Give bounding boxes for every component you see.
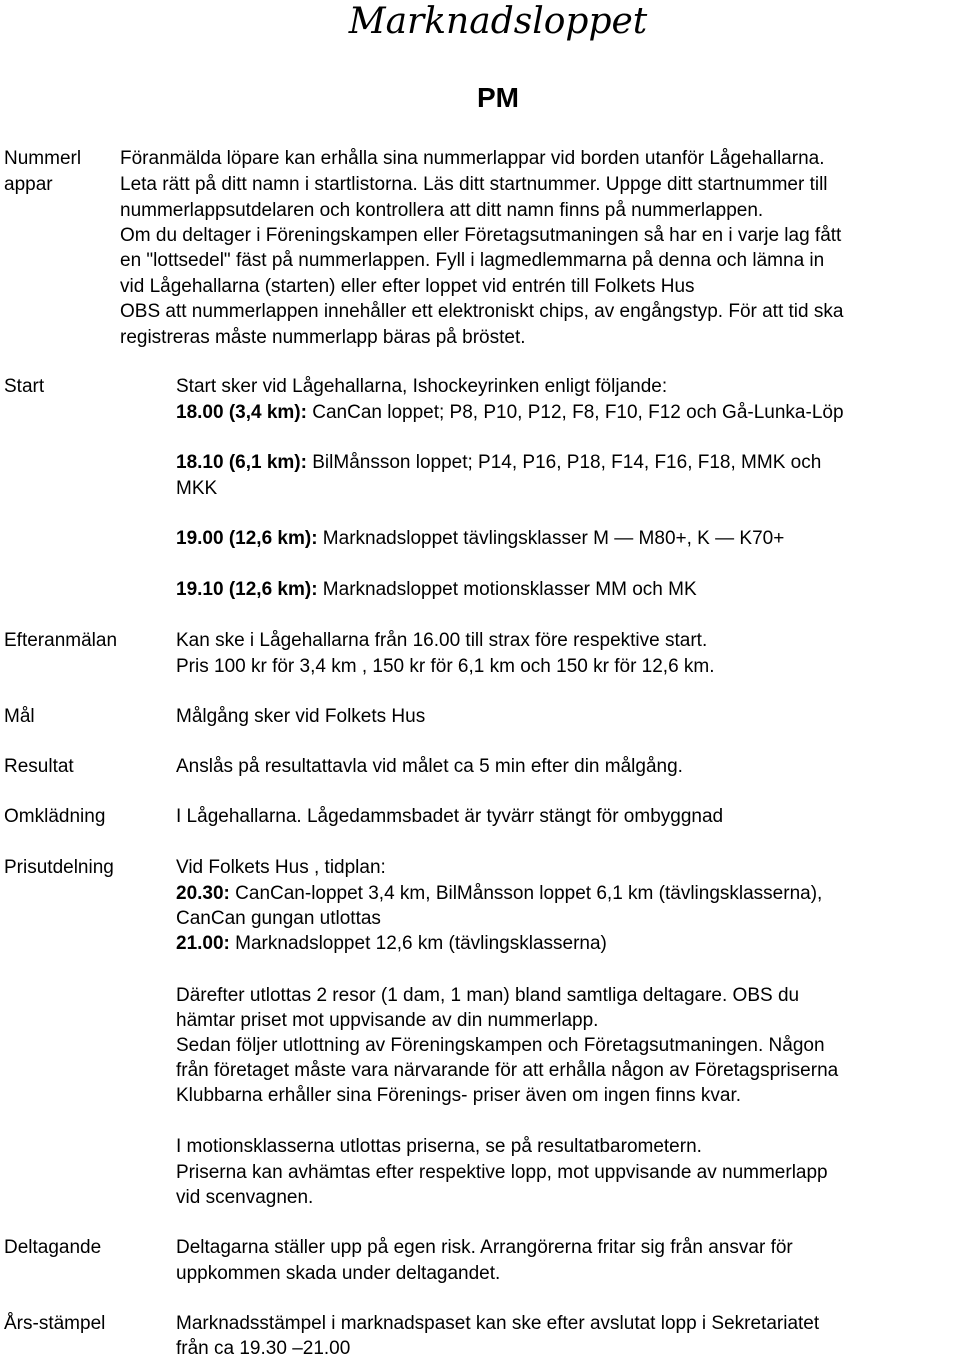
start-intro: Start sker vid Lågehallarna, Ishockeyrinken enligt följande: bbox=[176, 376, 668, 397]
section-label-prisutdelning: Prisutdelning bbox=[4, 857, 114, 878]
start-item-text: Marknadsloppet motionsklasser MM och MK bbox=[317, 579, 697, 600]
omkladning-text: I Lågehallarna. Lågedammsbadet är tyvärr stängt för ombyggnad bbox=[176, 806, 724, 827]
prisutdelning-text-cont: CanCan gungan utlottas bbox=[176, 908, 381, 929]
prisutdelning-para-line: Sedan följer utlottning av Föreningskampen och Företagsutmaningen. Någon bbox=[176, 1035, 825, 1056]
start-item-text: CanCan loppet; P8, P10, P12, F8, F10, F12 och Gå-Lunka-Löp bbox=[306, 402, 844, 423]
start-item bbox=[176, 400, 844, 426]
nummerlappar-line: nummerlappsutdelaren och kontrollera att ditt namn finns på nummerlappen. bbox=[120, 200, 764, 221]
prisutdelning-time: 20.30: bbox=[176, 883, 230, 904]
start-item bbox=[176, 577, 697, 603]
prisutdelning-para-line: Klubbarna erhåller sina Förenings- priser även om ingen finns kvar. bbox=[176, 1085, 742, 1106]
start-item-text: Marknadsloppet tävlingsklasser M — M80+, K — K70+ bbox=[317, 528, 785, 549]
prisutdelning-para-line: vid scenvagnen. bbox=[176, 1187, 314, 1208]
prisutdelning-para-line: Därefter utlottas 2 resor (1 dam, 1 man) bland samtliga deltagare. OBS du bbox=[176, 985, 800, 1006]
section-label-omkladning: Omklädning bbox=[4, 806, 106, 827]
prisutdelning-para-line: hämtar priset mot uppvisande av din nummerlapp. bbox=[176, 1010, 599, 1031]
prisutdelning-time: 21.00: bbox=[176, 933, 230, 954]
section-label-efteranmalan: Efteranmälan bbox=[4, 630, 118, 651]
prisutdelning-item bbox=[176, 881, 822, 907]
nummerlappar-line: Om du deltager i Föreningskampen eller Företagsutmaningen så har en i varje lag fått bbox=[120, 225, 842, 246]
start-item-time: 18.00 (3,4 km): bbox=[176, 402, 307, 423]
nummerlappar-line: registreras måste nummerlapp bäras på bröstet. bbox=[120, 327, 526, 348]
arsstampel-line: Marknadsstämpel i marknadspaset kan ske efter avslutat lopp i Sekretariatet bbox=[176, 1313, 820, 1334]
deltagande-line: uppkommen skada under deltagandet. bbox=[176, 1263, 501, 1284]
section-label-nummerlappar-2: appar bbox=[4, 174, 53, 195]
prisutdelning-para-line: från företaget måste vara närvarande för att erhålla någon av Företagspriserna bbox=[176, 1060, 839, 1081]
prisutdelning-text: Marknadsloppet 12,6 km (tävlingsklasserna) bbox=[229, 933, 607, 954]
nummerlappar-line: en "lottsedel" fäst på nummerlappen. Fyll i lagmedlemmarna på denna och lämna in bbox=[120, 250, 825, 271]
mal-text: Målgång sker vid Folkets Hus bbox=[176, 706, 426, 727]
page-title: Marknadsloppet bbox=[348, 1, 648, 42]
nummerlappar-line: OBS att nummerlappen innehåller ett elektroniskt chips, av engångstyp. För att tid ska bbox=[120, 301, 844, 322]
start-item bbox=[176, 450, 821, 476]
prisutdelning-text: CanCan-loppet 3,4 km, BilMånsson loppet 6,1 km (tävlingsklasserna), bbox=[229, 883, 823, 904]
efteranmalan-line: Pris 100 kr för 3,4 km , 150 kr för 6,1 km och 150 kr för 12,6 km. bbox=[176, 656, 715, 677]
start-item-text: BilMånsson loppet; P14, P16, P18, F14, F16, F18, MMK och bbox=[306, 452, 822, 473]
section-label-resultat: Resultat bbox=[4, 756, 74, 777]
nummerlappar-line: Föranmälda löpare kan erhålla sina nummerlappar vid borden utanför Lågehallarna. bbox=[120, 148, 825, 169]
prisutdelning-para-line: I motionsklasserna utlottas priserna, se på resultatbarometern. bbox=[176, 1136, 702, 1157]
start-item-time: 19.10 (12,6 km): bbox=[176, 579, 318, 600]
start-item-text-cont: MKK bbox=[176, 478, 218, 499]
start-item-time: 19.00 (12,6 km): bbox=[176, 528, 318, 549]
section-label-deltagande: Deltagande bbox=[4, 1237, 102, 1258]
resultat-text: Anslås på resultattavla vid målet ca 5 min efter din målgång. bbox=[176, 756, 683, 777]
deltagande-line: Deltagarna ställer upp på egen risk. Arrangörerna fritar sig från ansvar för bbox=[176, 1237, 793, 1258]
start-item-time: 18.10 (6,1 km): bbox=[176, 452, 307, 473]
page-subtitle: PM bbox=[477, 82, 519, 113]
section-label-mal: Mål bbox=[4, 706, 35, 727]
prisutdelning-intro: Vid Folkets Hus , tidplan: bbox=[176, 857, 386, 878]
arsstampel-line: från ca 19.30 –21.00 bbox=[176, 1338, 351, 1359]
efteranmalan-line: Kan ske i Lågehallarna från 16.00 till strax före respektive start. bbox=[176, 630, 708, 651]
start-item bbox=[176, 526, 784, 552]
section-label-nummerlappar-1: Nummerl bbox=[4, 148, 82, 169]
section-label-arsstampel: Års-stämpel bbox=[4, 1313, 106, 1334]
nummerlappar-line: Leta rätt på ditt namn i startlistorna. Läs ditt startnummer. Uppge ditt startnummer till bbox=[120, 174, 828, 195]
prisutdelning-item bbox=[176, 931, 607, 957]
section-label-start: Start bbox=[4, 376, 45, 397]
prisutdelning-para-line: Priserna kan avhämtas efter respektive lopp, mot uppvisande av nummerlapp bbox=[176, 1162, 828, 1183]
nummerlappar-line: vid Lågehallarna (starten) eller efter loppet vid entrén till Folkets Hus bbox=[120, 276, 695, 297]
